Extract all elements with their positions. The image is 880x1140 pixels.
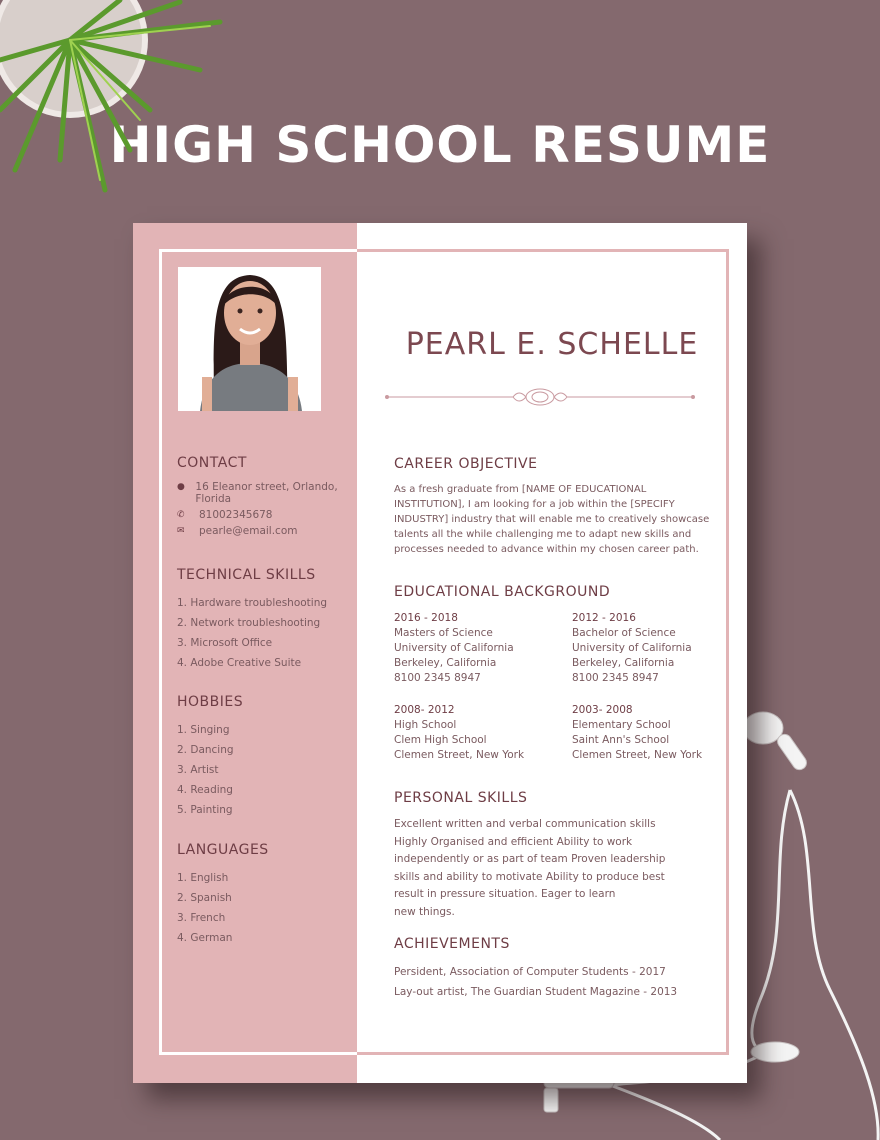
list-item: 3. Microsoft Office — [177, 637, 273, 649]
education-entry — [572, 702, 722, 763]
ornament-divider-icon — [385, 387, 695, 407]
contact-address-row — [177, 481, 347, 505]
plant-decoration — [0, 0, 240, 200]
education-line: Berkeley, California — [572, 657, 675, 669]
technical-skills-heading: TECHNICAL SKILLS — [177, 567, 316, 583]
resume-sheet — [133, 223, 747, 1083]
list-item: 2. Dancing — [177, 744, 234, 756]
personal-skills-line: independently or as part of team Proven leadership — [394, 853, 666, 865]
education-line: Clem High School — [394, 734, 487, 746]
education-line: Masters of Science — [394, 627, 493, 639]
contact-heading: CONTACT — [177, 455, 247, 471]
contact-email: pearle@email.com — [199, 525, 298, 537]
personal-skills-line: Highly Organised and efficient Ability to work — [394, 835, 633, 848]
education-line: Clemen Street, New York — [572, 749, 703, 761]
personal-skills-line: result in pressure situation. Eager to learn — [394, 888, 616, 900]
career-objective-section — [394, 456, 714, 557]
languages-section — [177, 842, 347, 948]
list-item: 5. Painting — [177, 804, 233, 816]
education-line: Elementary School — [572, 719, 671, 731]
achievement-item: Lay-out artist, The Guardian Student Magazine - 2013 — [394, 986, 678, 998]
list-item: 4. Reading — [177, 784, 233, 796]
education-line: University of California — [572, 642, 692, 654]
achievements-heading: ACHIEVEMENTS — [394, 936, 510, 952]
list-item: 2. Network troubleshooting — [177, 617, 321, 629]
contact-address: 16 Eleanor street, Orlando, Florida — [195, 481, 338, 505]
education-line: Saint Ann's School — [572, 734, 670, 746]
career-objective-line: INDUSTRY] industry that will enable me to creatively showcase — [394, 514, 710, 525]
resume-name: PEARL E. SCHELLE — [405, 327, 699, 362]
education-line: University of California — [394, 642, 514, 654]
education-line: Clemen Street, New York — [394, 749, 525, 761]
education-line: 8100 2345 8947 — [394, 672, 481, 684]
contact-email-row — [177, 525, 347, 537]
education-years: 2012 - 2016 — [572, 612, 636, 624]
email-icon: ✉ — [177, 526, 185, 536]
education-line: Berkeley, California — [394, 657, 497, 669]
personal-skills-line: Excellent written and verbal communication skills — [394, 818, 656, 830]
list-item: 3. Artist — [177, 764, 219, 776]
list-item: 4. German — [177, 932, 233, 944]
contact-phone: 81002345678 — [199, 509, 273, 521]
education-entry — [572, 610, 722, 686]
list-item: 3. French — [177, 912, 226, 924]
profile-photo — [178, 267, 321, 411]
education-entry — [394, 702, 572, 763]
phone-icon: ✆ — [177, 510, 185, 520]
career-objective-line: INSTITUTION], I am looking for a job within the [SPECIFY — [394, 499, 675, 510]
education-line: High School — [394, 719, 457, 731]
career-objective-line: As a fresh graduate from [NAME OF EDUCATIONAL — [394, 484, 647, 495]
personal-skills-line: skills and ability to motivate Ability to produce best — [394, 870, 665, 883]
education-grid — [394, 610, 714, 763]
languages-heading: LANGUAGES — [177, 842, 269, 858]
hobbies-section — [177, 694, 347, 820]
list-item: 2. Spanish — [177, 892, 232, 904]
achievements-section — [394, 936, 714, 1002]
list-item: 1. English — [177, 872, 229, 884]
personal-skills-heading: PERSONAL SKILLS — [394, 790, 528, 806]
career-objective-line: processes needed to advance within my chosen career path. — [394, 544, 699, 555]
education-line: 8100 2345 8947 — [572, 672, 659, 684]
achievement-item: Persident, Association of Computer Students - 2017 — [394, 966, 666, 978]
education-section — [394, 584, 714, 763]
list-item: 1. Hardware troubleshooting — [177, 597, 328, 609]
location-pin-icon: ● — [177, 482, 185, 492]
contact-phone-row — [177, 509, 347, 521]
list-item: 4. Adobe Creative Suite — [177, 657, 302, 669]
banner-title: HIGH SCHOOL RESUME — [109, 116, 771, 174]
education-line: Bachelor of Science — [572, 627, 676, 639]
list-item: 1. Singing — [177, 724, 230, 736]
technical-skills-section — [177, 567, 347, 673]
personal-skills-line: new things. — [394, 905, 455, 918]
education-entry — [394, 610, 572, 686]
education-years: 2016 - 2018 — [394, 612, 458, 624]
contact-section — [177, 455, 347, 541]
personal-skills-section — [394, 790, 714, 921]
education-heading: EDUCATIONAL BACKGROUND — [394, 584, 611, 600]
education-years: 2003- 2008 — [572, 704, 633, 716]
education-years: 2008- 2012 — [394, 704, 455, 716]
hobbies-heading: HOBBIES — [177, 694, 244, 710]
career-objective-line: talents all the while challenging me to adapt new skills and — [394, 529, 692, 540]
career-objective-heading: CAREER OBJECTIVE — [394, 456, 538, 472]
